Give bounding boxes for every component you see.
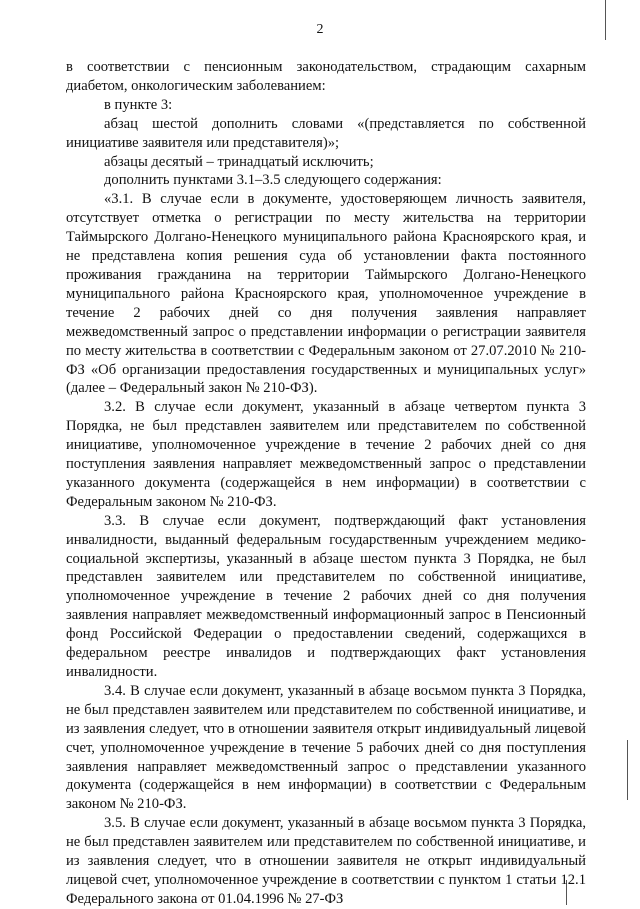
margin-scan-mark-top [605,0,606,40]
document-body [66,58,586,909]
paragraph-1: в соответствии с пенсионным законодательством, страдающим сахарным диабетом, онкологическим заболеванием: [66,59,586,94]
paragraph-item-3-4: 3.4. В случае если документ, указанный в абзаце восьмом пункта 3 Порядка, не был представлен заявителем или представителем по собственной инициативе, и из заявления следует, что в отношении заявителя открыт индивидуальный лицевой счет, уполномоченное учреждение в течение 5 рабочих дней со дня поступления заявления направляет межведомственный запрос о представлении указанного документа (содержащейся в нем информации) в соответствии с Федеральным законом № 210-ФЗ. [66,682,586,813]
paragraph-item-3-2: 3.2. В случае если документ, указанный в абзаце четвертом пункта 3 Порядка, не был представлен заявителем или представителем по собственной инициативе, уполномоченное учреждение в течение 2 рабочих дней со дня поступления заявления направляет межведомственный запрос о представлении указанного документа (содержащейся в нем информации) в соответствии с Федеральным законом № 210-ФЗ. [66,399,586,510]
paragraph-item-3-5: 3.5. В случае если документ, указанный в абзаце восьмом пункта 3 Порядка, не был представлен заявителем или представителем по собственной инициативе, и из заявления следует, что в отношении заявителя не открыт индивидуальный лицевой счет, уполномоченное учреждение в соответствии с пунктом 1 статьи 12.1 Федерального закона от 01.04.1996 № 27-ФЗ [66,815,586,907]
paragraph-5: дополнить пунктами 3.1–3.5 следующего содержания: [104,172,442,189]
margin-scan-mark-right [627,740,628,800]
paragraph-4: абзацы десятый – тринадцатый исключить; [104,153,374,170]
paragraph-item-3-3: 3.3. В случае если документ, подтверждающий факт установления инвалидности, выданный федеральным государственным учреждением медико-социальной экспертизы, указанный в абзаце шестом пункта 3 Порядка, не был представлен заявителем или представителем по собственной инициативе, уполномоченное учреждение в течение 2 рабочих дней со дня получения заявления направляет межведомственный информационный запрос в Пенсионный фонд Российской Федерации о предоставлении сведений, содержащихся в федеральном реестре инвалидов и подтверждающих факт установления инвалидности. [66,512,586,680]
paragraph-3: абзац шестой дополнить словами «(представляется по собственной инициативе заявителя или представителя)»; [66,115,586,151]
paragraph-2: в пункте 3: [104,96,173,113]
page-number: 2 [316,22,324,37]
paragraph-item-3-1: «3.1. В случае если в документе, удостоверяющем личность заявителя, отсутствует отметка о регистрации по месту жительства на территории Таймырского Долгано-Ненецкого муниципального района Красноярского края, и не представлена копия решения суда об установлении факта постоянного проживания гражданина на территории Таймырского Долгано-Ненецкого муниципального района Красноярского края, уполномоченное учреждение в течение 2 рабочих дней со дня получения заявления направляет межведомственный запрос о представлении информации о регистрации заявителя по месту жительства в соответствии с Федеральным законом от 27.07.2010 № 210-ФЗ «Об организации предоставления государственных и муниципальных услуг» (далее – Федеральный закон № 210-ФЗ). [66,191,586,397]
